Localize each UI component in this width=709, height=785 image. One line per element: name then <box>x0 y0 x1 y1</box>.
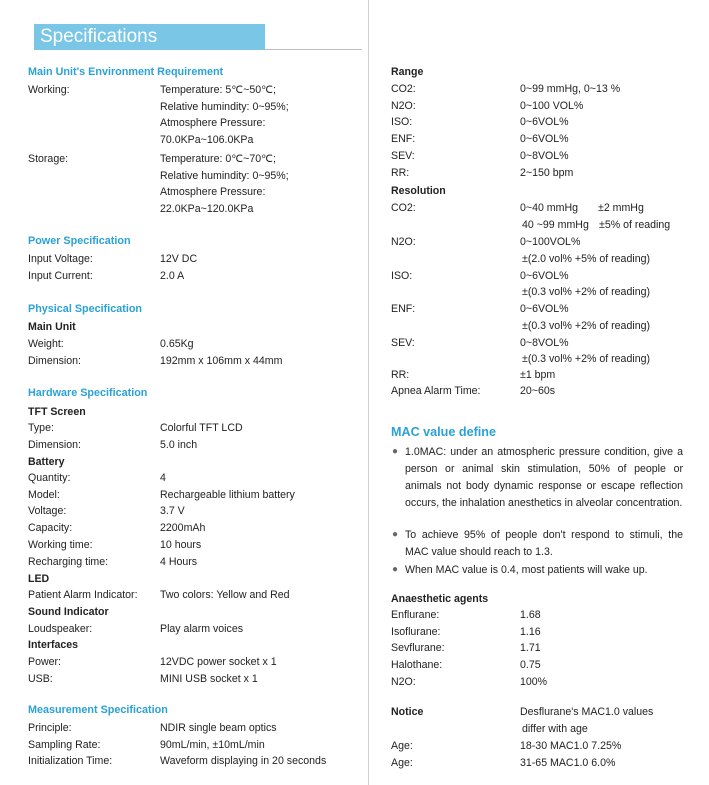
mac-bullet: To achieve 95% of people don't respond to stimuli, the MAC value should reach to 1.3. <box>405 529 683 558</box>
mac-bullet: 1.0MAC: under an atmospheric pressure condition, give a person or animal skin stimulation, 50% of people or animals not body dynamic response or escape reflection occurs, the inhalation anesthetics in alveolar concentration. <box>405 446 683 509</box>
section-heading-anaesthetic: Anaesthetic agents <box>391 593 489 605</box>
section-heading-notice: Notice <box>391 706 424 718</box>
resolution-value: 0~40 mmHg <box>520 202 578 214</box>
resolution-label: Apnea Alarm Time: <box>391 385 481 397</box>
range-label: ENF: <box>391 133 416 146</box>
age-label: Age: <box>391 740 413 752</box>
range-label: ISO: <box>391 116 413 129</box>
spec-value: 0.65Kg <box>160 338 194 350</box>
age-label: Age: <box>391 756 413 769</box>
bullet-icon: ● <box>392 446 399 457</box>
resolution-value: ±(2.0 vol% +5% of reading) <box>522 252 651 265</box>
column-divider <box>368 0 369 785</box>
spec-label: Sampling Rate: <box>28 738 101 751</box>
title-rule <box>265 49 362 50</box>
resolution-value: 0~6VOL% <box>520 269 569 282</box>
subheading-main-unit: Main Unit <box>28 321 76 333</box>
spec-value: Colorful TFT LCD <box>160 422 243 434</box>
range-value: 0~6VOL% <box>520 133 569 146</box>
spec-value: NDIR single beam optics <box>160 722 277 734</box>
spec-value: Rechargeable lithium battery <box>160 488 295 501</box>
agent-label: Isoflurane: <box>391 625 441 638</box>
spec-label: Storage: <box>28 153 69 165</box>
spec-value: Relative humindity: 0~95%; <box>160 169 289 182</box>
spec-label: Initialization Time: <box>28 755 113 768</box>
age-value: 31-65 MAC1.0 6.0% <box>520 756 616 769</box>
agent-value: 1.71 <box>520 642 541 655</box>
spec-label: Type: <box>28 422 54 434</box>
spec-value: 70.0KPa~106.0KPa <box>160 134 254 147</box>
spec-value: Two colors: Yellow and Red <box>160 589 290 601</box>
spec-value: Atmosphere Pressure: <box>160 117 266 130</box>
spec-value: MINI USB socket x 1 <box>160 672 258 685</box>
subheading-battery: Battery <box>28 456 65 468</box>
spec-label: Model: <box>28 488 60 501</box>
subheading-tft: TFT Screen <box>28 406 86 418</box>
spec-label: Dimension: <box>28 354 81 367</box>
resolution-label: CO2: <box>391 202 416 214</box>
spec-value: 12V DC <box>160 253 198 265</box>
page-title: Specifications <box>40 26 158 47</box>
spec-value: 10 hours <box>160 538 202 551</box>
resolution-value: 0~8VOL% <box>520 336 569 349</box>
resolution-value: ±5% of reading <box>599 219 671 231</box>
range-value: 0~100 VOL% <box>520 99 584 112</box>
range-value: 2~150 bpm <box>520 166 574 179</box>
spec-label: Voltage: <box>28 505 67 518</box>
resolution-label: RR: <box>391 369 410 381</box>
spec-label: Loudspeaker: <box>28 623 93 635</box>
spec-value: 5.0 inch <box>160 438 198 451</box>
spec-label: Dimension: <box>28 438 81 451</box>
spec-value: Play alarm voices <box>160 623 244 635</box>
resolution-label: SEV: <box>391 336 415 349</box>
section-heading-power: Power Specification <box>28 235 131 247</box>
resolution-value: ±2 mmHg <box>598 202 644 214</box>
bullet-icon: ● <box>392 564 399 575</box>
notice-text: differ with age <box>522 723 588 735</box>
spec-label: Patient Alarm Indicator: <box>28 589 138 601</box>
spec-label: Input Current: <box>28 269 93 282</box>
section-heading-hardware: Hardware Specification <box>28 387 148 399</box>
spec-value: Temperature: 5℃~50℃; <box>160 84 276 96</box>
spec-value: Temperature: 0℃~70℃; <box>160 153 276 165</box>
range-label: RR: <box>391 166 410 179</box>
resolution-label: ISO: <box>391 269 413 282</box>
resolution-label: N2O: <box>391 236 416 248</box>
range-value: 0~6VOL% <box>520 116 569 129</box>
spec-label: Quantity: <box>28 472 71 484</box>
resolution-label: ENF: <box>391 303 416 315</box>
age-value: 18-30 MAC1.0 7.25% <box>520 740 622 752</box>
spec-value: 12VDC power socket x 1 <box>160 656 277 668</box>
spec-value: 90mL/min, ±10mL/min <box>160 738 265 751</box>
section-heading-measurement: Measurement Specification <box>28 704 168 716</box>
section-heading-resolution: Resolution <box>391 185 446 197</box>
notice-text: Desflurane's MAC1.0 values <box>520 706 654 718</box>
agent-value: 100% <box>520 675 548 688</box>
range-label: N2O: <box>391 99 416 112</box>
agent-value: 1.16 <box>520 625 541 638</box>
spec-value: Relative humindity: 0~95%; <box>160 100 289 113</box>
section-heading-physical: Physical Specification <box>28 303 143 315</box>
spec-value: 2200mAh <box>160 522 206 535</box>
resolution-value: 20~60s <box>520 385 556 397</box>
spec-value: Waveform displaying in 20 seconds <box>160 755 327 768</box>
range-value: 0~99 mmHg, 0~13 % <box>520 83 621 95</box>
agent-value: 0.75 <box>520 659 541 672</box>
spec-label: Principle: <box>28 722 72 734</box>
resolution-value: 0~100VOL% <box>520 236 581 248</box>
section-heading-range: Range <box>391 66 424 78</box>
agent-label: Sevflurane: <box>391 642 445 655</box>
resolution-value: ±(0.3 vol% +2% of reading) <box>522 286 651 299</box>
spec-value: Atmosphere Pressure: <box>160 186 266 199</box>
spec-label: Recharging time: <box>28 555 109 568</box>
title-banner <box>34 24 265 50</box>
spec-value: 4 Hours <box>160 555 198 568</box>
spec-label: Working time: <box>28 538 93 551</box>
resolution-value: 40 ~99 mmHg <box>522 219 589 231</box>
bullet-icon: ● <box>392 529 399 540</box>
resolution-value: ±(0.3 vol% +2% of reading) <box>522 353 651 366</box>
range-label: CO2: <box>391 83 416 95</box>
subheading-interfaces: Interfaces <box>28 639 79 651</box>
spec-label: USB: <box>28 672 53 685</box>
spec-label: Power: <box>28 656 61 668</box>
spec-label: Input Voltage: <box>28 253 93 265</box>
section-heading-environment: Main Unit's Environment Requirement <box>28 66 224 78</box>
range-label: SEV: <box>391 149 415 162</box>
range-value: 0~8VOL% <box>520 149 569 162</box>
subheading-led: LED <box>28 573 50 585</box>
resolution-value: 0~6VOL% <box>520 303 569 315</box>
spec-value: 22.0KPa~120.0KPa <box>160 203 254 216</box>
section-heading-mac: MAC value define <box>391 425 496 439</box>
spec-label: Weight: <box>28 338 64 350</box>
spec-value: 4 <box>160 472 166 484</box>
spec-value: 2.0 A <box>160 269 185 282</box>
subheading-sound: Sound Indicator <box>28 606 109 618</box>
agent-label: Halothane: <box>391 659 443 672</box>
agent-label: Enflurane: <box>391 609 440 621</box>
resolution-value: ±1 bpm <box>520 369 556 381</box>
spec-value: 3.7 V <box>160 505 185 518</box>
resolution-value: ±(0.3 vol% +2% of reading) <box>522 319 651 332</box>
spec-label: Capacity: <box>28 522 73 535</box>
spec-value: 192mm x 106mm x 44mm <box>160 354 283 367</box>
mac-bullet: When MAC value is 0.4, most patients will wake up. <box>405 564 648 576</box>
agent-label: N2O: <box>391 675 416 688</box>
agent-value: 1.68 <box>520 609 541 621</box>
spec-label: Working: <box>28 84 70 96</box>
